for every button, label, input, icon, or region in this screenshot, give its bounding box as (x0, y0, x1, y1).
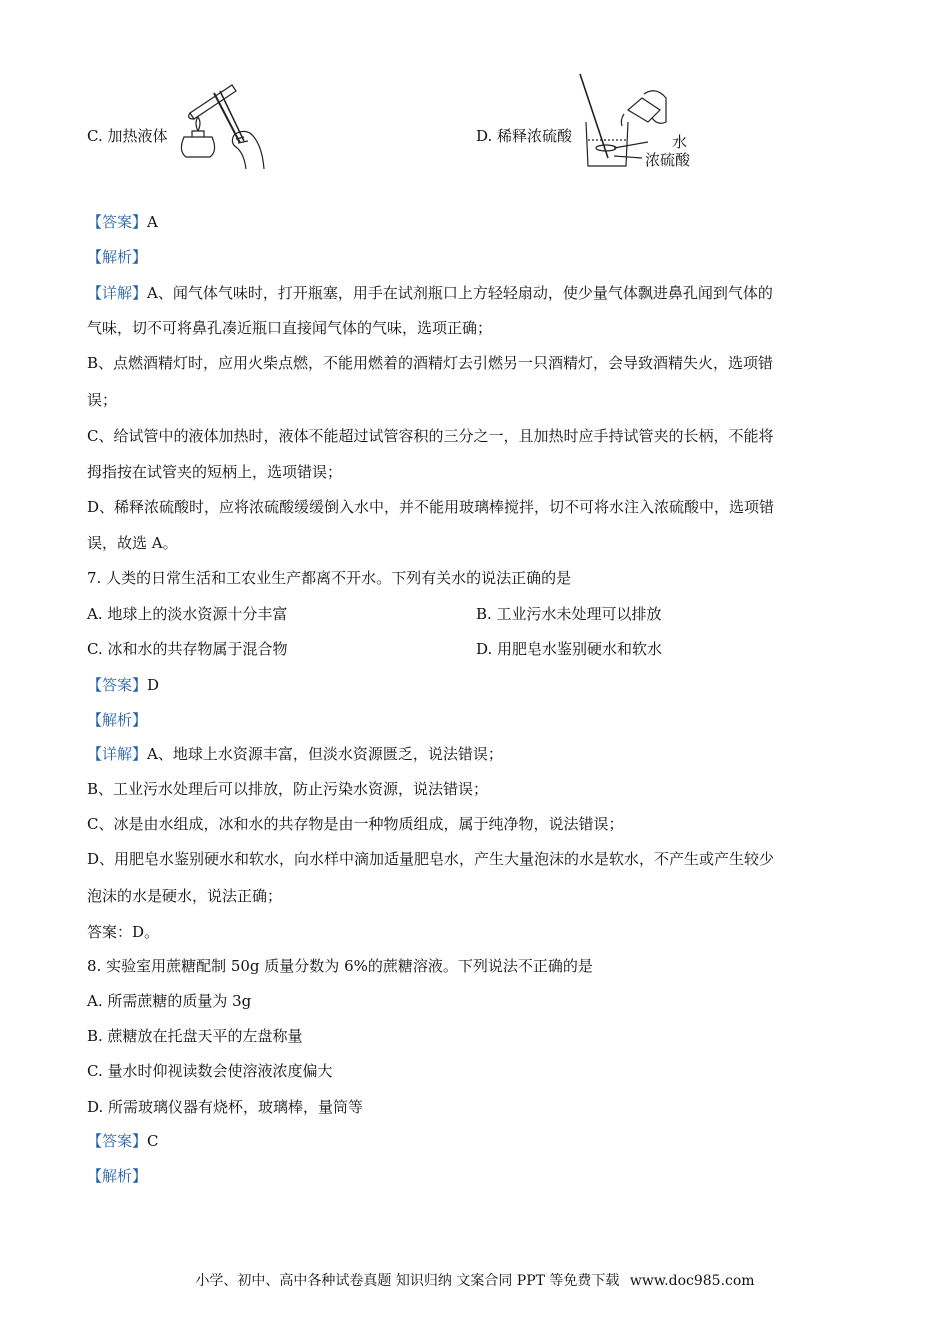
q7-detail-line: B、工业污水处理后可以排放，防止污染水资源，说法错误； (87, 780, 489, 798)
q8-analysis (87, 1166, 147, 1186)
footer-text: 小学、初中、高中各种试卷真题 知识归纳 文案合同 PPT 等免费下载 (195, 1273, 620, 1289)
analysis-tag: 【解析】 (87, 711, 148, 729)
q6-detail-line: 误； (87, 391, 118, 409)
page-footer (0, 1270, 950, 1290)
q6-detail-line: 误，故选 A。 (87, 534, 178, 552)
q7-option-d: D. 用肥皂水鉴别硬水和软水 (476, 640, 663, 658)
answer-value: A (147, 213, 158, 231)
q6-detail-line: 【详解】A、闻气体气味时，打开瓶塞，用手在试剂瓶口上方轻轻扇动，使少量气体飘进鼻孔闻到气体的 (87, 284, 773, 302)
q6-detail-line: 气味，切不可将鼻孔凑近瓶口直接闻气体的气味，选项正确； (87, 319, 493, 337)
q8-option-a: A. 所需蔗糖的质量为 3g (87, 992, 252, 1010)
analysis-tag: 【解析】 (87, 1167, 148, 1185)
answer-value: D (147, 676, 160, 694)
label-concentrated-acid: 浓硫酸 (645, 151, 691, 169)
answer-value: C (147, 1132, 159, 1150)
q8-answer (87, 1131, 159, 1151)
q6-detail-line: D、稀释浓硫酸时，应将浓硫酸缓缓倒入水中，并不能用玻璃棒搅拌，切不可将水注入浓硫酸中，选项错 (87, 498, 775, 516)
q8-stem: 8. 实验室用蔗糖配制 50g 质量分数为 6%的蔗糖溶液。下列说法不正确的是 (87, 957, 593, 975)
q7-detail-line: C、冰是由水组成，冰和水的共存物是由一种物质组成，属于纯净物，说法错误； (87, 815, 624, 833)
heating-liquid-illustration (170, 73, 270, 173)
label-water: 水 (672, 133, 688, 151)
answer-tag: 【答案】 (87, 213, 148, 231)
footer-url[interactable]: www.doc985.com (629, 1273, 755, 1289)
q6-detail-line: 拇指按在试管夹的短柄上，选项错误； (87, 463, 343, 481)
q8-option-d: D. 所需玻璃仪器有烧杯，玻璃棒，量筒等 (87, 1098, 364, 1116)
q7-option-b: B. 工业污水未处理可以排放 (476, 605, 662, 623)
q6-detail-line: C、给试管中的液体加热时，液体不能超过试管容积的三分之一，且加热时应手持试管夹的长柄，不能将 (87, 427, 774, 445)
q7-stem: 7. 人类的日常生活和工农业生产都离不开水。下列有关水的说法正确的是 (87, 569, 572, 587)
answer-tag: 【答案】 (87, 676, 148, 694)
q6-option-d: D. 稀释浓硫酸 (476, 127, 573, 145)
answer-tag: 【答案】 (87, 1132, 148, 1150)
q8-option-b: B. 蔗糖放在托盘天平的左盘称量 (87, 1027, 303, 1045)
q8-option-c: C. 量水时仰视读数会使溶液浓度偏大 (87, 1062, 333, 1080)
q6-answer (87, 212, 158, 232)
q6-analysis (87, 247, 147, 267)
q7-detail-line: 泡沫的水是硬水，说法正确； (87, 887, 283, 905)
q6-detail-line: B、点燃酒精灯时，应用火柴点燃，不能用燃着的酒精灯去引燃另一只酒精灯，会导致酒精失火，选项错 (87, 354, 774, 372)
q7-option-c: C. 冰和水的共存物属于混合物 (87, 640, 288, 658)
q7-analysis (87, 710, 147, 730)
q6-option-c: C. 加热液体 (87, 127, 168, 145)
q7-answer (87, 675, 159, 695)
q7-detail-line: D、用肥皂水鉴别硬水和软水，向水样中滴加适量肥皂水，产生大量泡沫的水是软水，不产生或产生较少 (87, 850, 775, 868)
detail-tag: 【详解】 (87, 745, 148, 763)
detail-tag: 【详解】 (87, 284, 148, 302)
q7-option-a: A. 地球上的淡水资源十分丰富 (87, 605, 288, 623)
analysis-tag: 【解析】 (87, 248, 148, 266)
q7-detail-line: 【详解】A、地球上水资源丰富，但淡水资源匮乏，说法错误； (87, 745, 503, 763)
q7-detail-line: 答案：D。 (87, 923, 160, 941)
